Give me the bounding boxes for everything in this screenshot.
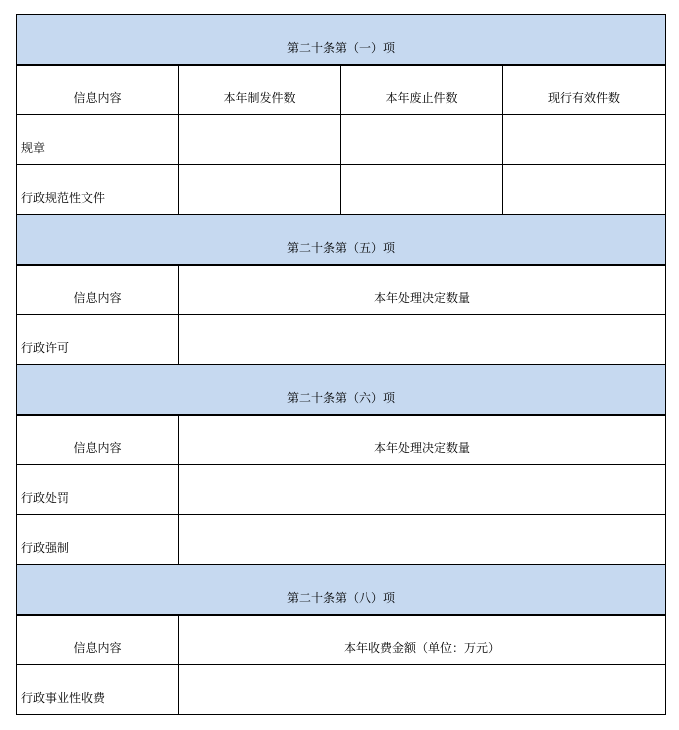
row-label: 行政许可 [17,315,179,365]
column-header-info: 信息内容 [17,265,179,315]
disclosure-table [16,14,666,715]
row-label: 行政事业性收费 [17,665,179,715]
column-header-row [17,265,666,315]
column-header-issued: 本年制发件数 [179,65,341,115]
table-row [17,665,666,715]
value-cell [341,115,503,165]
column-header-info: 信息内容 [17,65,179,115]
value-cell [179,115,341,165]
section-header-row [17,365,666,415]
section-title: 第二十条第（六）项 [17,365,666,415]
section-title: 第二十条第（一）项 [17,15,666,65]
section-title: 第二十条第（八）项 [17,565,666,615]
table-row [17,465,666,515]
value-cell [179,515,666,565]
column-header-info: 信息内容 [17,415,179,465]
value-cell [179,665,666,715]
column-header-info: 信息内容 [17,615,179,665]
column-header-row [17,615,666,665]
column-header-decisions: 本年处理决定数量 [179,265,666,315]
column-header-decisions: 本年处理决定数量 [179,415,666,465]
value-cell [179,465,666,515]
column-header-row [17,65,666,115]
column-header-repealed: 本年废止件数 [341,65,503,115]
table-row [17,315,666,365]
value-cell [341,165,503,215]
row-label: 规章 [17,115,179,165]
table-row [17,165,666,215]
column-header-row [17,415,666,465]
row-label: 行政处罚 [17,465,179,515]
value-cell [179,165,341,215]
column-header-fees: 本年收费金额（单位：万元） [179,615,666,665]
section-header-row [17,565,666,615]
table-row [17,115,666,165]
column-header-valid: 现行有效件数 [503,65,666,115]
value-cell [503,165,666,215]
row-label: 行政强制 [17,515,179,565]
value-cell [503,115,666,165]
value-cell [179,315,666,365]
section-title: 第二十条第（五）项 [17,215,666,265]
section-header-row [17,15,666,65]
row-label: 行政规范性文件 [17,165,179,215]
table-row [17,515,666,565]
section-header-row [17,215,666,265]
